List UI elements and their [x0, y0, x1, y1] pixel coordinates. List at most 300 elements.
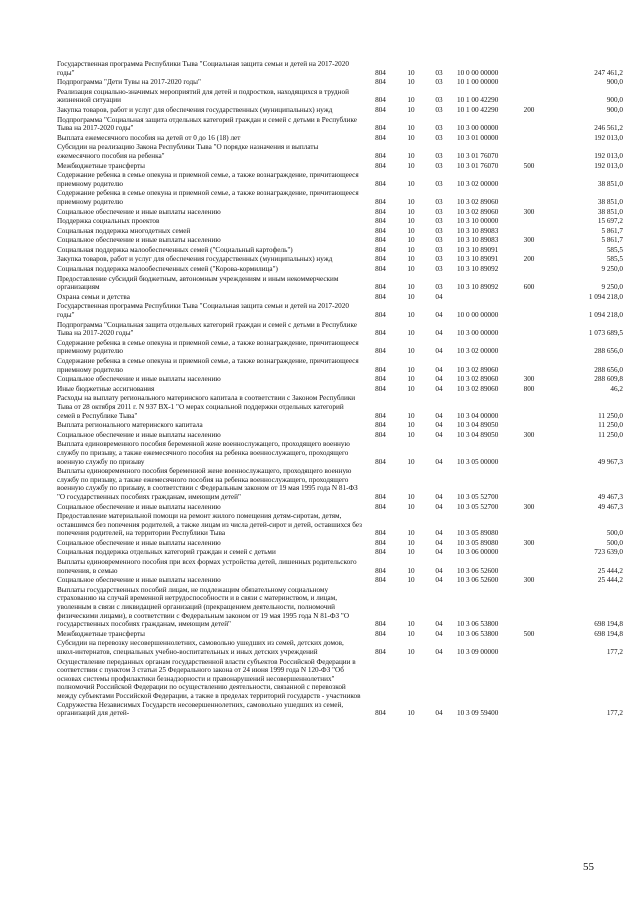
- row-target-article-code: 10 3 02 89060: [457, 384, 499, 393]
- row-target-article-code: 10 3 06 52600: [457, 576, 499, 585]
- row-target-article-code: 10 3 10 89092: [457, 265, 499, 274]
- row-subsection-code: 04: [435, 292, 443, 301]
- row-ministry-code: 804: [375, 347, 386, 356]
- table-row: [57, 421, 623, 431]
- row-ministry-code: 804: [375, 430, 386, 439]
- row-expense-type-code: [515, 60, 543, 78]
- row-target-article-code: 10 3 04 89050: [457, 430, 499, 439]
- row-amount: 38 851,0: [597, 179, 623, 188]
- row-name: Иные бюджетные ассигнования: [57, 384, 155, 393]
- row-subsection-code: 04: [435, 457, 443, 466]
- row-section-code: 10: [407, 78, 415, 87]
- row-target-article-code: 10 3 05 89080: [457, 529, 499, 538]
- table-row: [57, 293, 623, 303]
- row-target-article-code: 10 1 00 00000: [457, 78, 499, 87]
- row-target-article-code: 10 3 09 59400: [457, 709, 499, 718]
- row-subsection-code: 04: [435, 411, 443, 420]
- row-subsection-code: 03: [435, 207, 443, 216]
- row-expense-type-code: [515, 217, 543, 227]
- row-target-article-code: 10 3 01 76070: [457, 161, 499, 170]
- row-name: Подпрограмма "Социальная защита отдельных категорий граждан и семей с детьми в Республике Тыва на 2017-2020 годы": [57, 320, 357, 338]
- row-subsection-code: 03: [435, 236, 443, 245]
- row-section-code: 10: [407, 566, 415, 575]
- row-name: Государственная программа Республики Тыва "Социальная защита семьи и детей на 2017-2020 годы": [57, 60, 349, 77]
- row-amount: 723 639,0: [594, 548, 623, 557]
- row-subsection-code: 04: [435, 709, 443, 718]
- row-subsection-code: 03: [435, 78, 443, 87]
- row-target-article-code: 10 3 04 00000: [457, 411, 499, 420]
- row-section-code: 10: [407, 365, 415, 374]
- row-subsection-code: 04: [435, 538, 443, 547]
- row-section-code: 10: [407, 620, 415, 629]
- row-subsection-code: 04: [435, 548, 443, 557]
- row-name: Содержание ребенка в семье опекуна и приемной семье, а также вознаграждение, причитающееся приемному родителю: [57, 189, 359, 206]
- table-row: [57, 88, 623, 106]
- row-expense-type-code: [515, 512, 543, 539]
- table-row: [57, 431, 623, 441]
- row-name: Субсидии на перевозку несовершеннолетних, самовольно ушедших из семей, детских домов, школ-интернатов, специальных учебно-воспитательных и иных детских учреждений: [57, 639, 344, 656]
- row-section-code: 10: [407, 179, 415, 188]
- budget-table: [57, 60, 623, 719]
- table-row: [57, 586, 623, 630]
- row-amount: 698 194,8: [594, 620, 623, 629]
- row-expense-type-code: 300: [523, 538, 535, 547]
- row-expense-type-code: 800: [523, 384, 535, 393]
- row-subsection-code: 04: [435, 566, 443, 575]
- table-row: [57, 658, 623, 719]
- row-ministry-code: 804: [375, 255, 386, 264]
- row-ministry-code: 804: [375, 236, 386, 245]
- row-name: Расходы на выплату регионального материнского капитала в соответствии с Законом Республики Тыва от 28 октября 2011 г. N 937 ВХ-1 "О мерах социальной поддержки отдельных категорий семей в Республике Тыва": [57, 394, 356, 420]
- row-target-article-code: 10 3 00 00000: [457, 329, 499, 338]
- row-section-code: 10: [407, 133, 415, 142]
- row-section-code: 10: [407, 411, 415, 420]
- table-row: [57, 539, 623, 549]
- table-row: [57, 302, 623, 320]
- row-target-article-code: 10 3 06 53800: [457, 629, 499, 638]
- row-section-code: 10: [407, 421, 415, 430]
- row-name: Социальное обеспечение и иные выплаты населению: [57, 502, 221, 511]
- row-expense-type-code: [515, 293, 543, 303]
- row-ministry-code: 804: [375, 457, 386, 466]
- row-expense-type-code: [515, 116, 543, 134]
- row-ministry-code: 804: [375, 709, 386, 718]
- row-amount: 900,0: [606, 96, 623, 105]
- table-row: [57, 246, 623, 256]
- row-amount: 192 013,0: [594, 151, 623, 160]
- row-target-article-code: 10 1 00 42290: [457, 105, 499, 114]
- table-row: [57, 60, 623, 78]
- row-expense-type-code: 200: [523, 105, 535, 114]
- row-amount: 500,0: [606, 538, 623, 547]
- row-section-code: 10: [407, 68, 415, 77]
- budget-rows: [57, 60, 623, 719]
- row-ministry-code: 804: [375, 576, 386, 585]
- row-section-code: 10: [407, 311, 415, 320]
- table-row: [57, 467, 623, 502]
- row-name: Предоставление субсидий бюджетным, автономным учреждениям и иным некоммерческим организациям: [57, 274, 339, 292]
- row-target-article-code: 10 3 10 89091: [457, 255, 499, 264]
- row-subsection-code: 03: [435, 283, 443, 292]
- row-name: Государственная программа Республики Тыва "Социальная защита семьи и детей на 2017-2020 годы": [57, 302, 349, 320]
- row-name: Закупка товаров, работ и услуг для обеспечения государственных (муниципальных) нужд: [57, 255, 333, 264]
- row-expense-type-code: [515, 658, 543, 719]
- row-ministry-code: 804: [375, 411, 386, 420]
- row-subsection-code: 04: [435, 421, 443, 430]
- row-expense-type-code: 300: [523, 576, 535, 585]
- row-amount: 9 250,0: [601, 283, 623, 292]
- row-expense-type-code: [515, 440, 543, 467]
- row-subsection-code: 04: [435, 502, 443, 511]
- row-amount: 11 250,0: [598, 421, 623, 430]
- row-ministry-code: 804: [375, 365, 386, 374]
- row-amount: 900,0: [606, 105, 623, 114]
- row-subsection-code: 04: [435, 384, 443, 393]
- page-number: 55: [583, 861, 594, 873]
- row-amount: 288 656,0: [594, 347, 623, 356]
- row-expense-type-code: 300: [523, 430, 535, 439]
- row-expense-type-code: [515, 134, 543, 144]
- row-expense-type-code: 500: [523, 629, 535, 638]
- row-amount: 698 194,8: [594, 629, 623, 638]
- row-name: Субсидии на реализацию Закона Республики Тыва "О порядке назначения и выплаты ежемесячного пособия на ребенка": [57, 143, 319, 160]
- row-expense-type-code: [515, 227, 543, 237]
- table-row: [57, 440, 623, 467]
- table-row: [57, 275, 623, 293]
- row-amount: 192 013,0: [594, 161, 623, 170]
- row-name: Социальное обеспечение и иные выплаты населению: [57, 576, 221, 585]
- row-expense-type-code: [515, 302, 543, 320]
- row-amount: 49 467,3: [597, 492, 623, 501]
- row-amount: 15 697,2: [597, 217, 623, 226]
- row-ministry-code: 804: [375, 96, 386, 105]
- row-amount: 247 461,2: [594, 68, 623, 77]
- row-target-article-code: 10 3 10 89083: [457, 226, 499, 235]
- row-name: Содержание ребенка в семье опекуна и приемной семье, а также вознаграждение, причитающееся приемному родителю: [57, 357, 359, 374]
- row-subsection-code: 03: [435, 68, 443, 77]
- table-row: [57, 143, 623, 161]
- row-amount: 585,5: [606, 255, 623, 264]
- row-ministry-code: 804: [375, 105, 386, 114]
- row-ministry-code: 804: [375, 384, 386, 393]
- row-name: Социальная поддержка многодетных семей: [57, 226, 191, 235]
- row-name: Выплаты единовременного пособия при всех формах устройства детей, лишенных родительского попечения, в семью: [57, 558, 357, 575]
- row-name: Предоставление материальной помощи на ремонт жилого помещения детям-сиротам, детям, оставшимся без попечения родителей, а также лицам из числа детей-сирот и детей, оставшихся без попечения родителей, на территории Республики Тыва: [57, 512, 362, 538]
- row-amount: 900,0: [606, 78, 623, 87]
- row-section-code: 10: [407, 217, 415, 226]
- row-target-article-code: 10 3 02 89060: [457, 197, 499, 206]
- row-subsection-code: 03: [435, 161, 443, 170]
- row-amount: 5 861,7: [601, 226, 623, 235]
- row-subsection-code: 04: [435, 347, 443, 356]
- row-section-code: 10: [407, 347, 415, 356]
- row-section-code: 10: [407, 265, 415, 274]
- table-row: [57, 385, 623, 395]
- row-section-code: 10: [407, 151, 415, 160]
- row-target-article-code: 10 3 05 52700: [457, 492, 499, 501]
- table-row: [57, 189, 623, 207]
- row-subsection-code: 04: [435, 375, 443, 384]
- row-ministry-code: 804: [375, 292, 386, 301]
- row-target-article-code: 10 3 10 89091: [457, 245, 499, 254]
- row-section-code: 10: [407, 226, 415, 235]
- row-subsection-code: 03: [435, 179, 443, 188]
- row-subsection-code: 03: [435, 226, 443, 235]
- row-subsection-code: 04: [435, 492, 443, 501]
- row-ministry-code: 804: [375, 161, 386, 170]
- row-ministry-code: 804: [375, 226, 386, 235]
- row-target-article-code: 10 3 01 76070: [457, 151, 499, 160]
- row-amount: 5 861,7: [601, 236, 623, 245]
- row-section-code: 10: [407, 245, 415, 254]
- table-row: [57, 558, 623, 576]
- row-target-article-code: 10 3 02 00000: [457, 179, 499, 188]
- row-ministry-code: 804: [375, 78, 386, 87]
- row-ministry-code: 804: [375, 265, 386, 274]
- row-name: Закупка товаров, работ и услуг для обеспечения государственных (муниципальных) нужд: [57, 105, 333, 114]
- row-expense-type-code: [515, 548, 543, 558]
- row-ministry-code: 804: [375, 217, 386, 226]
- row-target-article-code: 10 3 02 89060: [457, 365, 499, 374]
- row-ministry-code: 804: [375, 151, 386, 160]
- row-target-article-code: 10 3 06 53800: [457, 620, 499, 629]
- row-expense-type-code: [515, 88, 543, 106]
- table-row: [57, 208, 623, 218]
- row-target-article-code: 10 3 02 89060: [457, 207, 499, 216]
- row-target-article-code: 10 3 10 00000: [457, 217, 499, 226]
- row-subsection-code: 04: [435, 430, 443, 439]
- row-expense-type-code: 300: [523, 236, 535, 245]
- row-expense-type-code: [515, 171, 543, 189]
- row-amount: 177,2: [606, 648, 623, 656]
- table-row: [57, 255, 623, 265]
- row-expense-type-code: [515, 321, 543, 339]
- row-expense-type-code: 300: [523, 375, 535, 384]
- row-name: Межбюджетные трансферты: [57, 629, 145, 638]
- row-expense-type-code: [515, 639, 543, 657]
- row-subsection-code: 03: [435, 255, 443, 264]
- table-row: [57, 116, 623, 134]
- row-name: Социальное обеспечение и иные выплаты населению: [57, 430, 221, 439]
- row-ministry-code: 804: [375, 68, 386, 77]
- row-target-article-code: 10 0 00 00000: [457, 311, 499, 320]
- row-name: Межбюджетные трансферты: [57, 161, 145, 170]
- row-section-code: 10: [407, 105, 415, 114]
- row-ministry-code: 804: [375, 133, 386, 142]
- table-row: [57, 339, 623, 357]
- row-amount: 9 250,0: [601, 265, 623, 274]
- row-target-article-code: 10 0 00 00000: [457, 68, 499, 77]
- row-amount: 25 444,2: [597, 576, 623, 585]
- row-name: Реализация социально-значимых мероприятий для детей и подростков, находящихся в трудной жизненной ситуации: [57, 87, 349, 105]
- row-amount: 288 609,8: [594, 375, 623, 384]
- row-section-code: 10: [407, 292, 415, 301]
- row-subsection-code: 04: [435, 620, 443, 629]
- row-name: Содержание ребенка в семье опекуна и приемной семье, а также вознаграждение, причитающееся приемному родителю: [57, 338, 359, 356]
- row-amount: 46,2: [610, 384, 623, 393]
- row-name: Выплата единовременного пособия беременной жене военнослужащего, проходящего военную службу по призыву, а также ежемесячного пособия на ребенка военнослужащего, проходящего военную службу по призыву: [57, 440, 350, 466]
- row-name: Осуществление переданных органам государственной власти субъектов Российской Федерации в соответствии с пунктом 3 статьи 25 Федерального закона от 24 июня 1999 года N 120-ФЗ "Об основах системы профилактики безнадзорности и правонарушений несовершеннолетних" полномочий Российской Федерации по осуществлению деятельности, связанной с перевозкой между субъектами Российской Федерации, а также в пределах территорий государств - участников Содружества Независимых Государств несовершеннолетних, самовольно ушедших из семей, организаций для детей-: [57, 657, 361, 718]
- row-section-code: 10: [407, 629, 415, 638]
- row-subsection-code: 04: [435, 365, 443, 374]
- row-target-article-code: 10 1 00 42290: [457, 96, 499, 105]
- row-expense-type-code: [515, 78, 543, 88]
- row-subsection-code: 04: [435, 529, 443, 538]
- table-row: [57, 265, 623, 275]
- row-amount: 38 851,0: [597, 197, 623, 206]
- row-section-code: 10: [407, 538, 415, 547]
- row-section-code: 10: [407, 709, 415, 718]
- table-row: [57, 227, 623, 237]
- table-row: [57, 548, 623, 558]
- row-section-code: 10: [407, 96, 415, 105]
- row-expense-type-code: [515, 189, 543, 207]
- row-amount: 11 250,0: [598, 411, 623, 420]
- row-name: Социальная поддержка малообеспеченных семей ("Социальный картофель"): [57, 245, 293, 254]
- row-section-code: 10: [407, 529, 415, 538]
- row-subsection-code: 03: [435, 217, 443, 226]
- row-section-code: 10: [407, 283, 415, 292]
- row-amount: 11 250,0: [598, 430, 623, 439]
- row-subsection-code: 04: [435, 311, 443, 320]
- row-subsection-code: 03: [435, 265, 443, 274]
- row-ministry-code: 804: [375, 311, 386, 320]
- row-ministry-code: 804: [375, 548, 386, 557]
- row-section-code: 10: [407, 161, 415, 170]
- row-target-article-code: 10 3 01 00000: [457, 133, 499, 142]
- table-row: [57, 217, 623, 227]
- row-target-article-code: 10 3 06 00000: [457, 548, 499, 557]
- row-subsection-code: 03: [435, 124, 443, 133]
- table-row: [57, 134, 623, 144]
- row-amount: 1 094 218,0: [588, 292, 623, 301]
- row-name: Подпрограмма "Дети Тувы на 2017-2020 годы": [57, 78, 201, 87]
- row-section-code: 10: [407, 384, 415, 393]
- row-expense-type-code: 200: [523, 255, 535, 264]
- row-amount: 585,5: [606, 245, 623, 254]
- row-subsection-code: 04: [435, 576, 443, 585]
- row-section-code: 10: [407, 197, 415, 206]
- row-name: Поддержка социальных проектов: [57, 217, 160, 226]
- row-expense-type-code: [515, 467, 543, 502]
- row-ministry-code: 804: [375, 502, 386, 511]
- row-subsection-code: 03: [435, 96, 443, 105]
- row-section-code: 10: [407, 502, 415, 511]
- row-section-code: 10: [407, 548, 415, 557]
- table-row: [57, 630, 623, 640]
- table-row: [57, 106, 623, 116]
- row-expense-type-code: 300: [523, 502, 535, 511]
- table-row: [57, 639, 623, 657]
- table-row: [57, 171, 623, 189]
- row-amount: 246 561,2: [594, 124, 623, 133]
- row-expense-type-code: 600: [523, 283, 535, 292]
- row-target-article-code: 10 3 04 89050: [457, 421, 499, 430]
- row-subsection-code: 03: [435, 105, 443, 114]
- row-target-article-code: 10 3 10 89083: [457, 236, 499, 245]
- row-expense-type-code: 300: [523, 207, 535, 216]
- row-ministry-code: 804: [375, 124, 386, 133]
- row-expense-type-code: [515, 143, 543, 161]
- table-row: [57, 321, 623, 339]
- row-ministry-code: 804: [375, 329, 386, 338]
- row-section-code: 10: [407, 576, 415, 585]
- row-ministry-code: 804: [375, 197, 386, 206]
- row-name: Социальное обеспечение и иные выплаты населению: [57, 538, 221, 547]
- row-name: Подпрограмма "Социальная защита отдельных категорий граждан и семей с детьми в Республике Тыва на 2017-2020 годы": [57, 115, 357, 133]
- row-ministry-code: 804: [375, 620, 386, 629]
- row-ministry-code: 804: [375, 629, 386, 638]
- row-ministry-code: 804: [375, 566, 386, 575]
- row-section-code: 10: [407, 207, 415, 216]
- row-target-article-code: 10 3 02 00000: [457, 347, 499, 356]
- row-ministry-code: 804: [375, 375, 386, 384]
- row-section-code: 10: [407, 236, 415, 245]
- row-name: Социальное обеспечение и иные выплаты населению: [57, 207, 221, 216]
- row-expense-type-code: 500: [523, 161, 535, 170]
- row-ministry-code: 804: [375, 529, 386, 538]
- row-target-article-code: 10 3 05 89080: [457, 538, 499, 547]
- row-subsection-code: 04: [435, 629, 443, 638]
- row-section-code: 10: [407, 457, 415, 466]
- row-amount: 500,0: [606, 529, 623, 538]
- row-target-article-code: [453, 293, 515, 303]
- table-row: [57, 78, 623, 88]
- row-ministry-code: 804: [375, 538, 386, 547]
- row-amount: 25 444,2: [597, 566, 623, 575]
- row-ministry-code: 804: [375, 179, 386, 188]
- row-subsection-code: 03: [435, 133, 443, 142]
- table-row: [57, 375, 623, 385]
- row-expense-type-code: [515, 394, 543, 421]
- row-name: Выплаты государственных пособий лицам, не подлежащим обязательному социальному страхованию на случай временной нетрудоспособности и в связи с материнством, и лицам, уволенным в связи с ликвидацией организаций (прекращением деятельности, полномочий физическими лицами), в соответствии с Федеральным законом от 19 мая 1995 года N 81-ФЗ "О государственных пособиях гражданам, имеющим детей": [57, 585, 350, 629]
- row-target-article-code: 10 3 06 52600: [457, 566, 499, 575]
- row-name: Социальное обеспечение и иные выплаты населению: [57, 375, 221, 384]
- row-ministry-code: 804: [375, 648, 386, 656]
- row-section-code: 10: [407, 492, 415, 501]
- row-ministry-code: 804: [375, 245, 386, 254]
- row-name: Социальная поддержка малообеспеченных семей ("Корова-кормилица"): [57, 265, 278, 274]
- table-row: [57, 357, 623, 375]
- row-expense-type-code: [515, 558, 543, 576]
- table-row: [57, 236, 623, 246]
- row-amount: 192 013,0: [594, 133, 623, 142]
- row-subsection-code: 03: [435, 197, 443, 206]
- row-section-code: 10: [407, 648, 415, 656]
- row-name: Содержание ребенка в семье опекуна и приемной семье, а также вознаграждение, причитающееся приемному родителю: [57, 171, 359, 188]
- row-target-article-code: 10 3 09 00000: [457, 648, 499, 656]
- row-section-code: 10: [407, 124, 415, 133]
- row-name: Охрана семьи и детства: [57, 292, 130, 301]
- row-expense-type-code: [515, 246, 543, 256]
- row-amount: 288 656,0: [594, 365, 623, 374]
- row-expense-type-code: [515, 265, 543, 275]
- row-expense-type-code: [515, 357, 543, 375]
- row-expense-type-code: [515, 421, 543, 431]
- row-target-article-code: 10 3 05 52700: [457, 502, 499, 511]
- row-subsection-code: 04: [435, 648, 443, 656]
- row-name: Социальная поддержка отдельных категорий граждан и семей с детьми: [57, 548, 276, 557]
- row-name: Выплаты единовременного пособия беременной жене военнослужащего, проходящего военную службу по призыву, а также ежемесячного пособия на ребенка военнослужащего, проходящего военную службу по призыву, в соответствии с Федеральным законом от 19 мая 1995 года N 81-ФЗ "О государственных пособиях гражданам, имеющим детей": [57, 467, 358, 501]
- row-target-article-code: 10 3 02 89060: [457, 375, 499, 384]
- row-subsection-code: 03: [435, 245, 443, 254]
- row-section-code: 10: [407, 430, 415, 439]
- row-section-code: 10: [407, 255, 415, 264]
- row-name: Выплата ежемесячного пособия на детей от 0 до 16 (18) лет: [57, 133, 241, 142]
- table-row: [57, 503, 623, 513]
- row-subsection-code: 04: [435, 329, 443, 338]
- row-target-article-code: 10 3 10 89092: [457, 283, 499, 292]
